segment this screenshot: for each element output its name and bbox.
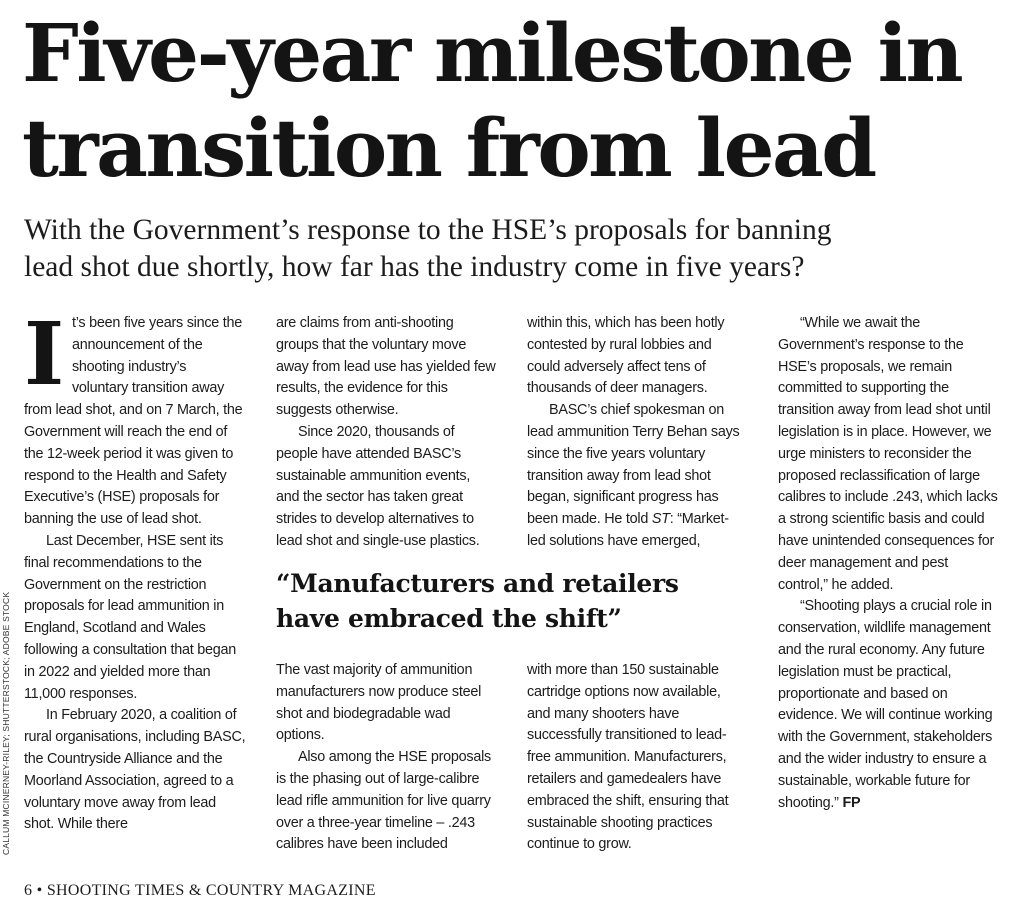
footer-separator: •: [36, 882, 43, 899]
page-footer: [24, 881, 376, 901]
body-column-3-bottom: [527, 660, 747, 856]
paragraph: are claims from anti-shooting groups that the voluntary move away from lead use has yielded few results, the evidence for this suggests otherwise.: [276, 315, 496, 419]
headline: [22, 6, 1012, 196]
body-column-1: [24, 304, 246, 836]
paragraph-text: : “Market-led solutions have emerged,: [527, 511, 729, 549]
paragraph: Also among the HSE proposals is the phasing out of large-calibre lead rifle ammunition for live quarry over a three-year timeline – .243 calibres have been included: [276, 749, 491, 853]
headline-line-1: Five-year milestone in: [22, 6, 962, 100]
body-column-3-top: [527, 313, 747, 553]
standfirst-line-1: With the Government’s response to the HSE’s proposals for banning: [24, 214, 832, 246]
standfirst-line-2: lead shot due shortly, how far has the industry come in five years?: [24, 251, 805, 283]
standfirst: [24, 212, 1014, 286]
paragraph: The vast majority of ammunition manufacturers now produce steel shot and biodegradable wad options.: [276, 662, 482, 744]
publication-name: SHOOTING TIMES & COUNTRY MAGAZINE: [46, 882, 376, 899]
paragraph: Since 2020, thousands of people have attended BASC’s sustainable ammunition events, and the sector has taken great strides to develop alternatives to lead shot and single-use plastics.: [276, 423, 480, 549]
paragraph: within this, which has been hotly contested by rural lobbies and could adversely affect tens of thousands of deer managers.: [527, 315, 725, 397]
paragraph: In February 2020, a coalition of rural organisations, including BASC, the Countryside Alliance and the Moorland Association, agreed to a voluntary move away from lead shot. While there: [24, 707, 246, 833]
paragraph: with more than 150 sustainable cartridge options now available, and many shooters have successfully transitioned to lead-free ammunition. Manufacturers, retailers and gamedealers have embraced the shift, ensuring that sustainable shooting practices continue to grow.: [527, 662, 729, 853]
body-column-2-top: [276, 313, 496, 553]
headline-line-2: transition from lead: [22, 101, 875, 195]
paragraph: t’s been five years since the announcement of the shooting industry’s voluntary transition away from lead shot, and on 7 March, the Government will reach the end of the 12-week period it was given to respond to the Health and Safety Executive’s (HSE) proposals for banning the use of lead shot.: [24, 315, 243, 528]
pull-quote-line-1: “Manufacturers and retailers: [276, 569, 679, 598]
pull-quote-line-2: have embraced the shift”: [276, 604, 622, 633]
page-number: 6: [24, 882, 33, 899]
paragraph: [527, 400, 747, 553]
paragraph-text: BASC’s chief spokesman on lead ammunition Terry Behan says since the five years voluntary transition away from lead shot began, significant progress has been made. He told: [527, 402, 740, 528]
paragraph: Last December, HSE sent its final recommendations to the Government on the restriction proposals for lead ammunition in England, Scotland and Wales following a consultation that began in 2022 and yielded more than 11,000 responses.: [24, 532, 237, 702]
paragraph-text: “Shooting plays a crucial role in conservation, wildlife management and the rural economy. Any future legislation must be practical, proportionate and based on evidence. We will continue working with the Government, stakeholders and the wider industry to ensure a sustainable, workable future for shooting.”: [778, 598, 993, 811]
body-column-4: [778, 313, 998, 814]
paragraph: “While we await the Government’s response to the HSE’s proposals, we remain committed to supporting the transition away from lead shot until legislation is in place. However, we urge ministers to reconsider the proposed reclassification of large calibres to include .243, which lacks a strong scientific basis and could have unintended consequences for deer management and pest control,” he added.: [778, 315, 998, 593]
body-column-2-bottom: [276, 660, 496, 856]
photo-credit: CALLUM MCINERNEY-RILEY; SHUTTERSTOCK; ADOBE STOCK: [1, 591, 11, 855]
pull-quote: [276, 566, 756, 636]
paragraph: [778, 596, 998, 814]
author-initials: FP: [842, 794, 861, 811]
publication-abbrev: ST: [651, 511, 670, 528]
drop-cap: I: [24, 304, 64, 405]
